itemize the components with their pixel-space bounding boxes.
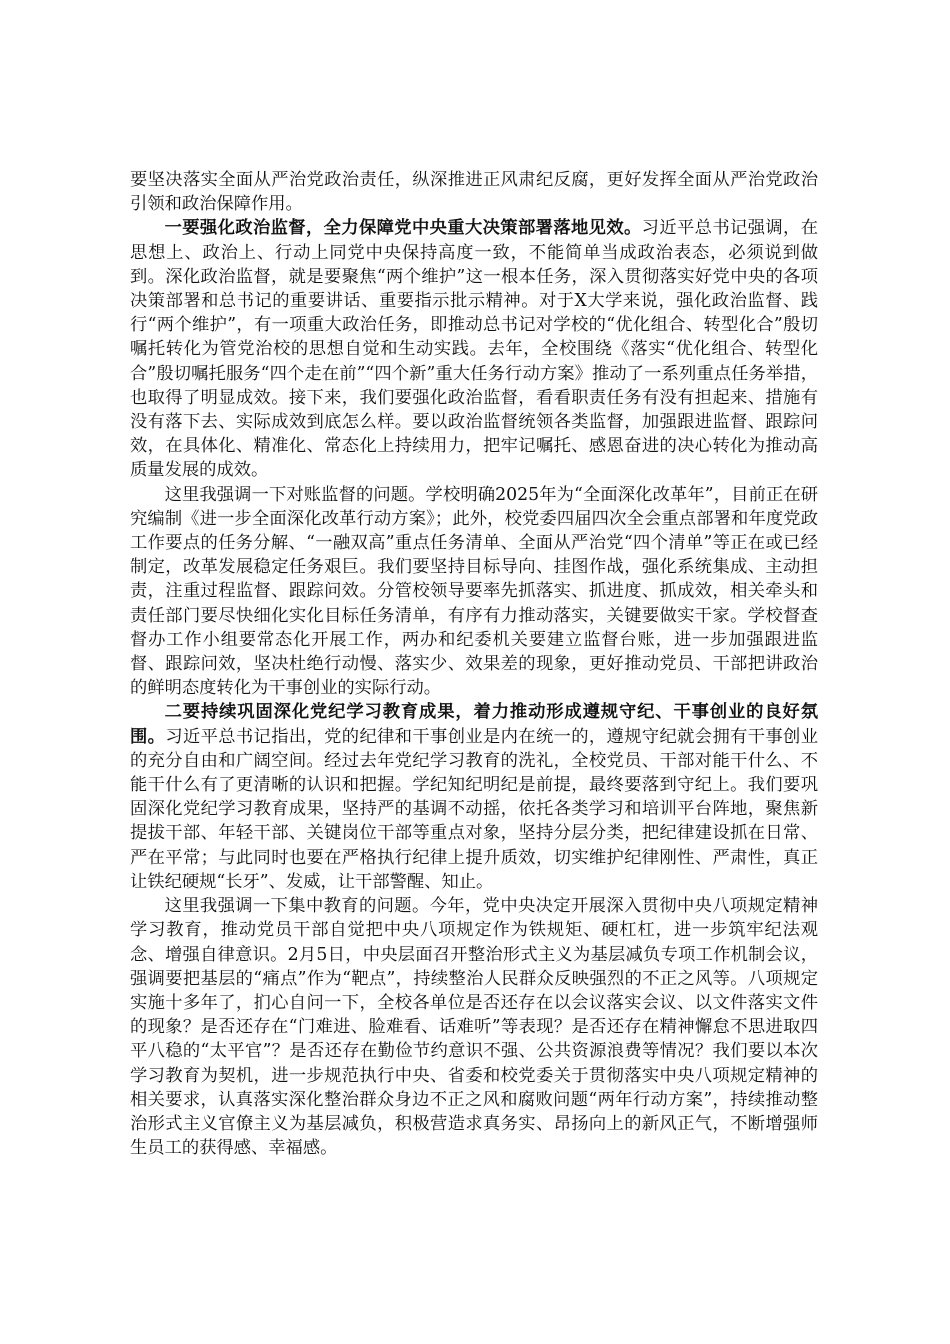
paragraph-intro-continued xyxy=(130,168,818,216)
paragraph-text: 习近平总书记指出，党的纪律和干事创业是内在统一的，遵规守纪就会拥有干事创业的充分自由和广阔空间。经过去年党纪学习教育的洗礼，全校党员、干部对能干什么、不能干什么有了更清晰的认识和把握。学纪知纪明纪是前提，最终要落到守纪上。我们要巩固深化党纪学习教育成果，坚持严的基调不动摇，依托各类学习和培训平台阵地，聚焦新提拔干部、年轻干部、关键岗位干部等重点对象，坚持分层分类，把纪律建设抓在日常、严在平常；与此同时也要在严格执行纪律上提升质效，切实维护纪律刚性、严肃性，真正让铁纪硬规“长牙”、发威，让干部警醒、知止。 xyxy=(130,726,818,892)
paragraph-text: 这里我强调一下集中教育的问题。今年，党中央决定开展深入贯彻中央八项规定精神学习教育，推动党员干部自觉把中央八项规定作为铁规矩、硬杠杠，进一步筑牢纪法观念、增强自律意识。2月5日，中央层面召开整治形式主义为基层减负专项工作机制会议，强调要把基层的“痛点”作为“靶点”，持续整治人民群众反映强烈的不正之风等。八项规定实施十多年了，扪心自问一下，全校各单位是否还存在以会议落实会议、以文件落实文件的现象？是否还存在“门难进、脸难看、话难听”等表现？是否还存在精神懈怠不思进取四平八稳的“太平官”？是否还存在勤俭节约意识不强、公共资源浪费等情况？我们要以本次学习教育为契机，进一步规范执行中央、省委和校党委关于贯彻落实中央八项规定精神的相关要求，认真落实深化整治群众身边不正之风和腐败问题“两年行动方案”，持续推动整治形式主义官僚主义为基层减负，积极营造求真务实、昂扬向上的新风正气，不断增强师生员工的获得感、幸福感。 xyxy=(130,896,818,1159)
paragraph-text: 要坚决落实全面从严治党政治责任，纵深推进正风肃纪反腐，更好发挥全面从严治党政治引领和政治保障作用。 xyxy=(130,170,818,215)
paragraph-text: 这里我强调一下对账监督的问题。学校明确2025年为“全面深化改革年”，目前正在研究编制《进一步全面深化改革行动方案》；此外，校党委四届四次全会重点部署和年度党政工作要点的任务分解、“一融双高”重点任务清单、全面从严治党“四个清单”等正在或已经制定，改革发展稳定任务艰巨。我们要坚持目标导向、挂图作战，强化系统集成、主动担责，注重过程监督、跟踪问效。分管校领导要率先抓落实、抓进度、抓成效，相关牵头和责任部门要尽快细化实化目标任务清单，有序有力推动落实，关键要做实干家。学校督查督办工作小组要常态化开展工作，两办和纪委机关要建立监督台账，进一步加强跟进监督、跟踪问效，坚决杜绝行动慢、落实少、效果差的现象，更好推动党员、干部把讲政治的鲜明态度转化为干事创业的实际行动。 xyxy=(130,484,818,699)
paragraph-account-supervision xyxy=(130,483,818,701)
paragraph-centralized-education xyxy=(130,894,818,1160)
paragraph-heading: 一要强化政治监督，全力保障党中央重大决策部署落地见效。 xyxy=(164,218,642,239)
document-page xyxy=(130,168,818,1160)
paragraph-political-supervision xyxy=(130,216,818,482)
paragraph-discipline-education xyxy=(130,700,818,894)
paragraph-heading: 二要持续巩固深化党纪学习教育成果，着力推动形成遵规守纪、干事创业的良好氛围。 xyxy=(130,702,818,747)
paragraph-text: 习近平总书记强调，在思想上、政治上、行动上同党中央保持高度一致，不能简单当成政治表态，必须说到做到。深化政治监督，就是要聚焦“两个维护”这一根本任务，深入贯彻落实好党中央的各项决策部署和总书记的重要讲话、重要指示批示精神。对于X大学来说，强化政治监督、践行“两个维护”，有一项重大政治任务，即推动总书记对学校的“优化组合、转型化合”殷切嘱托转化为管党治校的思想自觉和生动实践。去年，全校围绕《落实“优化组合、转型化合”殷切嘱托服务“四个走在前”“四个新”重大任务行动方案》推动了一系列重点任务举措，也取得了明显成效。接下来，我们要强化政治监督，看看职责任务有没有担起来、措施有没有落下去、实际成效到底怎么样。要以政治监督统领各类监督，加强跟进监督、跟踪问效，在具体化、精准化、常态化上持续用力，把牢记嘱托、感恩奋进的决心转化为推动高质量发展的成效。 xyxy=(130,218,818,481)
